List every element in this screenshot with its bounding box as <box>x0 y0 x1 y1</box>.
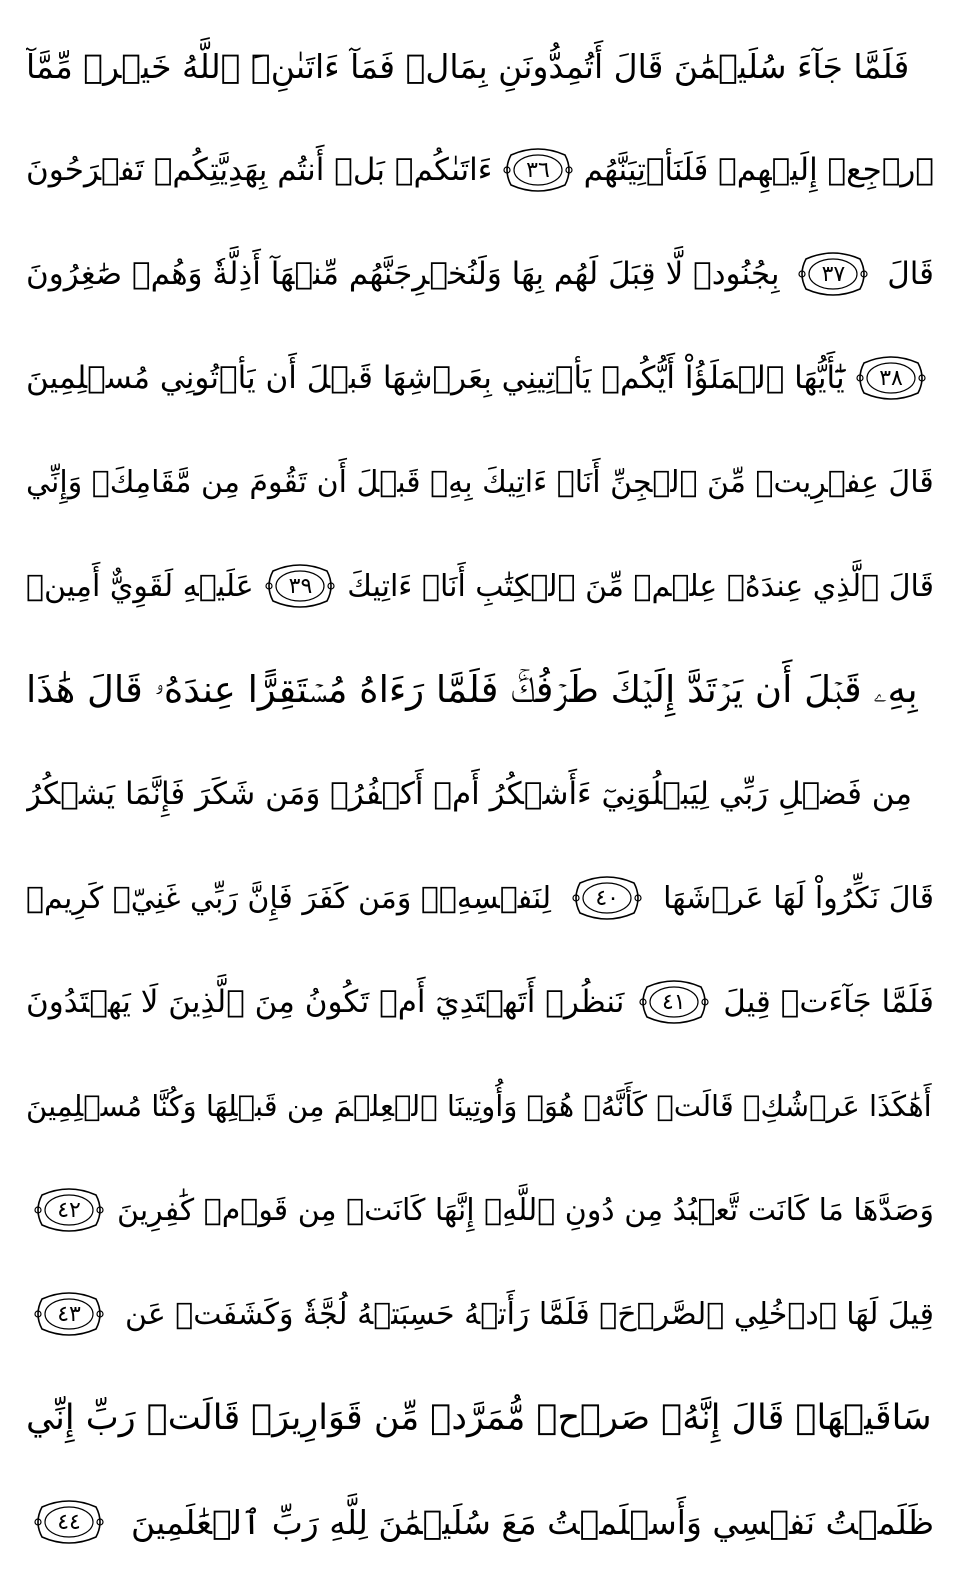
verse-line <box>26 1158 934 1262</box>
verse-line <box>26 638 934 742</box>
verse-line <box>26 1262 934 1366</box>
verse-line <box>26 950 934 1054</box>
ayah-number-marker <box>637 979 711 1025</box>
verse-text: مِن فَضۡلِ رَبِّي لِيَبۡلُوَنِيٓ ءَأَشۡكُرُ أَمۡ أَكۡفُرُۖ وَمَن شَكَرَ فَإِنَّمَا يَشۡكُرُ <box>26 776 912 812</box>
ayah-number: ٤٢ <box>57 1197 81 1223</box>
verse-text: عَلَيۡهِ لَقَوِيٌّ أَمِينٞ <box>26 568 254 604</box>
verse-text: قَالَ نَكِّرُواْ لَهَا عَرۡشَهَا <box>663 880 934 916</box>
verse-line <box>26 742 934 846</box>
verse-line <box>26 430 934 534</box>
verse-lines <box>26 14 934 1574</box>
verse-text: قِيلَ لَهَا ٱدۡخُلِي ٱلصَّرۡحَۖ فَلَمَّا رَأَتۡهُ حَسِبَتۡهُ لُجَّةٗ وَكَشَفَتۡ عَن <box>125 1296 934 1332</box>
verse-text: نَنظُرۡ أَتَهۡتَدِيٓ أَمۡ تَكُونُ مِنَ ٱلَّذِينَ لَا يَهۡتَدُونَ <box>26 984 625 1020</box>
verse-text: فَلَمَّا جَآءَ سُلَيۡمَٰنَ قَالَ أَتُمِدُّونَنِ بِمَالٖ فَمَآ ءَاتَىٰنِۦَ ٱللَّهُ خَيۡرٞ مِّمَّآ <box>26 46 910 86</box>
verse-line <box>26 14 934 118</box>
ayah-number-marker <box>32 1499 106 1545</box>
verse-line <box>26 326 934 430</box>
ayah-number: ٤٤ <box>57 1509 81 1535</box>
verse-text: ءَاتَىٰكُمۚ بَلۡ أَنتُم بِهَدِيَّتِكُمۡ تَفۡرَحُونَ <box>26 152 493 188</box>
ayah-number-marker <box>32 1291 106 1337</box>
ayah-number-marker <box>501 147 575 193</box>
verse-text: ٱرۡجِعۡ إِلَيۡهِمۡ فَلَنَأۡتِيَنَّهُم <box>583 152 934 188</box>
verse-text: قَالَ ٱلَّذِي عِندَهُۥ عِلۡمٞ مِّنَ ٱلۡكِتَٰبِ أَنَا۠ ءَاتِيكَ <box>347 568 934 604</box>
verse-line <box>26 1054 934 1158</box>
verse-line <box>26 846 934 950</box>
verse-line <box>26 222 934 326</box>
verse-line <box>26 534 934 638</box>
ayah-number: ٣٦ <box>526 157 550 183</box>
verse-text: ظَلَمۡتُ نَفۡسِي وَأَسۡلَمۡتُ مَعَ سُلَيۡمَٰنَ لِلَّهِ رَبِّ ٱلۡعَٰلَمِينَ <box>131 1502 934 1542</box>
verse-line <box>26 118 934 222</box>
ayah-number: ٣٩ <box>288 573 313 599</box>
ayah-number-marker <box>854 355 928 401</box>
verse-text: بِجُنُودٖ لَّا قِبَلَ لَهُم بِهَا وَلَنُخۡرِجَنَّهُم مِّنۡهَآ أَذِلَّةٗ وَهُمۡ صَٰغِرُونَ <box>26 256 780 292</box>
ayah-number-marker <box>570 875 644 921</box>
verse-text: قَالَ <box>887 256 934 292</box>
verse-line <box>26 1366 934 1470</box>
verse-text: يَٰٓأَيُّهَا ٱلۡمَلَؤُاْ أَيُّكُمۡ يَأۡتِينِي بِعَرۡشِهَا قَبۡلَ أَن يَأۡتُونِي مُسۡلِمِينَ <box>26 360 845 396</box>
ayah-number-marker <box>796 251 870 297</box>
ayah-number: ٤١ <box>661 989 686 1015</box>
verse-text: بِهِۦ قَبۡلَ أَن يَرۡتَدَّ إِلَيۡكَ طَرۡفُكَۚ فَلَمَّا رَءَاهُ مُسۡتَقِرًّا عِندَهُۥ قَالَ هَٰذَا <box>26 668 918 711</box>
verse-line <box>26 1470 934 1574</box>
verse-text: وَصَدَّهَا مَا كَانَت تَّعۡبُدُ مِن دُونِ ٱللَّهِۖ إِنَّهَا كَانَتۡ مِن قَوۡمٖ كَٰفِرِينَ <box>117 1192 934 1228</box>
verse-text: سَاقَيۡهَاۚ قَالَ إِنَّهُۥ صَرۡحٞ مُّمَرَّدٞ مِّن قَوَارِيرَۗ قَالَتۡ رَبِّ إِنِّي <box>26 1398 932 1438</box>
ayah-number-marker <box>263 563 337 609</box>
ayah-number: ٤٠ <box>595 885 619 911</box>
ayah-number: ٤٣ <box>57 1301 81 1327</box>
verse-text: قَالَ عِفۡرِيتٞ مِّنَ ٱلۡجِنِّ أَنَا۠ ءَاتِيكَ بِهِۦ قَبۡلَ أَن تَقُومَ مِن مَّقَامِكَۖ وَإِنِّي <box>26 464 934 500</box>
ayah-number: ٣٧ <box>821 261 846 287</box>
ayah-number-marker <box>32 1187 106 1233</box>
verse-text: لِنَفۡسِهِۦۖ وَمَن كَفَرَ فَإِنَّ رَبِّي غَنِيّٞ كَرِيمٞ <box>26 880 552 916</box>
ayah-number: ٣٨ <box>879 365 903 391</box>
verse-text: أَهَٰكَذَا عَرۡشُكِۖ قَالَتۡ كَأَنَّهُۥ هُوَۚ وَأُوتِينَا ٱلۡعِلۡمَ مِن قَبۡلِهَا وَكُنَّا مُسۡلِمِينَ <box>26 1089 932 1123</box>
verse-text: فَلَمَّا جَآءَتۡ قِيلَ <box>723 984 934 1020</box>
